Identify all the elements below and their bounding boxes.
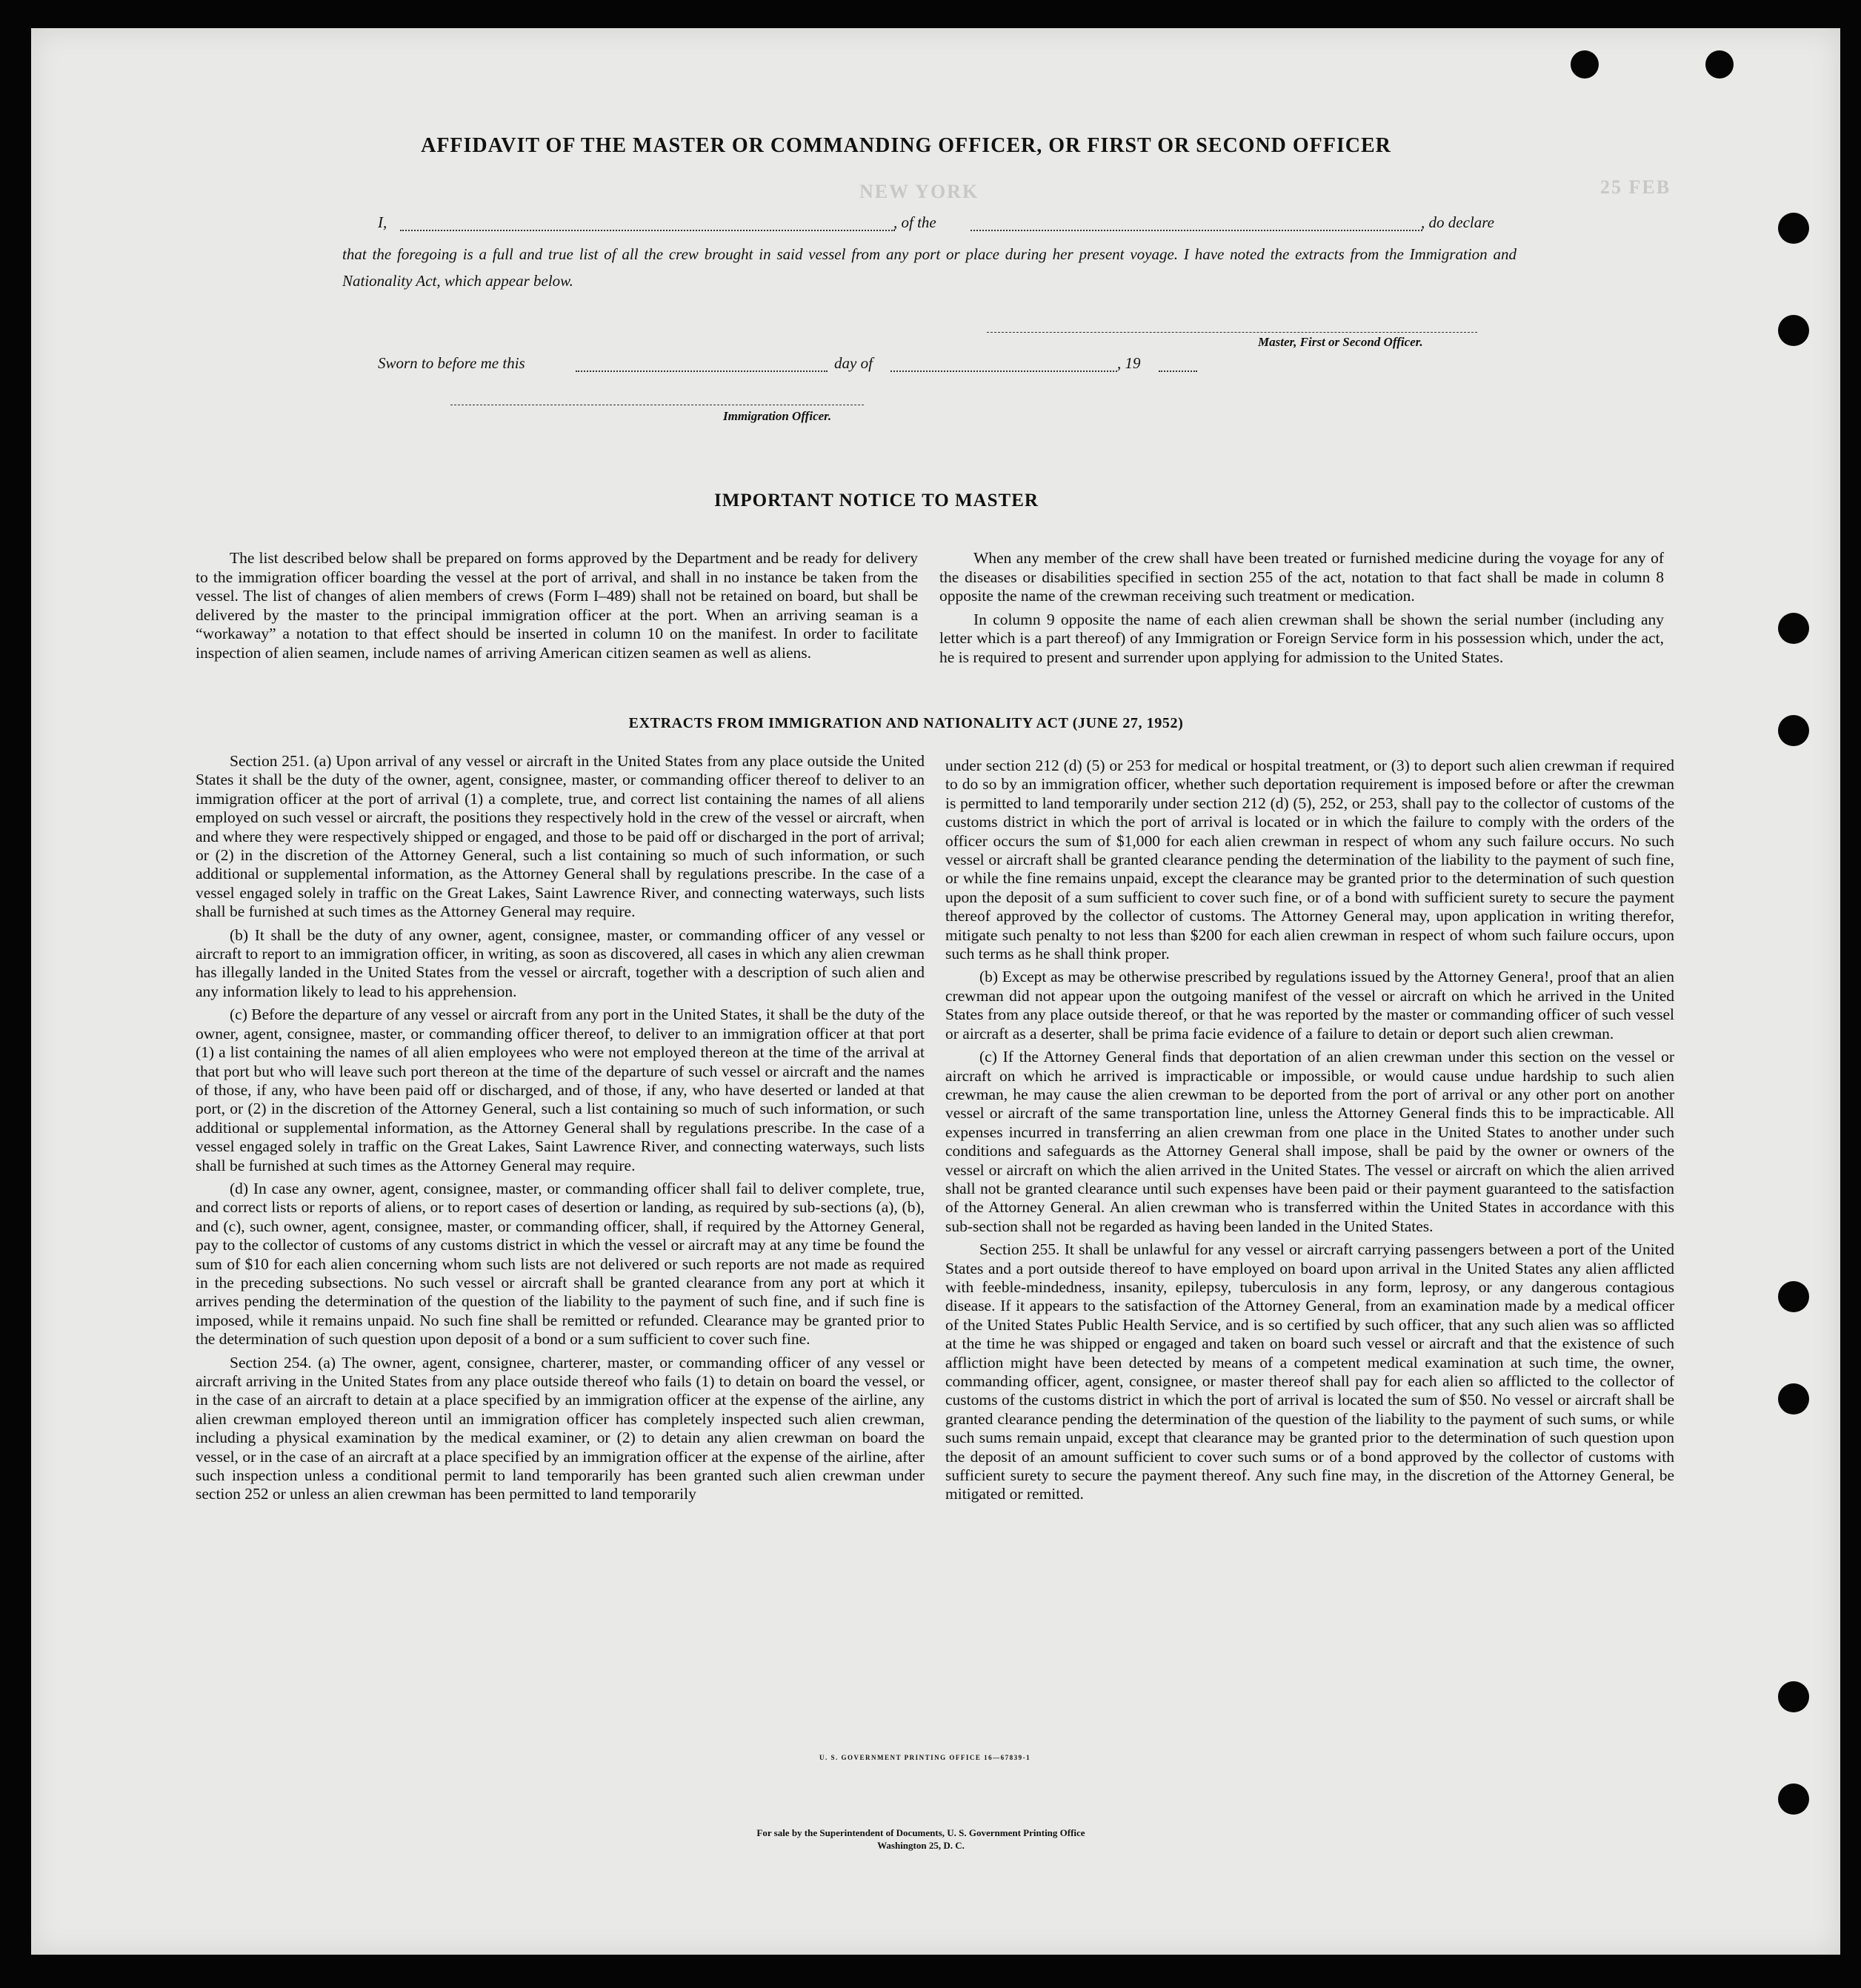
section-251-d: (d) In case any owner, agent, consignee, master, or commanding officer shall fail to deliver complete, true, and correct lists or reports of aliens, or to report cases of desertion or landing, as required by sub-sections (a), (b), and (c), such owner, agent, consignee, master, or commanding officer, shall, if required by the Attorney General, pay to the collector of customs of any customs district in which the vessel or aircraft may at any time be found the sum of $10 for each alien concerning whom such lists are not delivered or such reports are not made as required in the preceding subsections. No such vessel or aircraft shall be granted clearance from any port at which it arrives pending the determination of the question of the liability to the payment of such fine, and if such fine is imposed, while it remains unpaid. No such fine shall be remitted or refunded. Clearance may be granted prior to the determination of such question upon deposit of a bond or a sum sufficient to cover such fine. xyxy=(196,1179,925,1349)
sworn-month-blank[interactable] xyxy=(890,370,1117,372)
notice-right-paragraph-2: In column 9 opposite the name of each alien crewman shall be shown the serial number (including any letter which is a part thereof) of any Immigration or Foreign Service form in his possession which, under the act, he is required to present and surrender upon applying for admission to the United States. xyxy=(939,610,1664,666)
form-page xyxy=(31,28,1840,1955)
section-254-c: (c) If the Attorney General finds that deportation of an alien crewman under this section on the vessel or aircraft on which he arrived is impracticable or impossible, or would cause undue hardship to such alien crewman, he may cause the alien crewman to be deported from the port of arrival or any other port on another vessel or aircraft of the same transportation line, unless the Attorney General finds this to be impracticable. All expenses incurred in transferring an alien crewman from one place in the United States to another under such conditions and safeguards as the Attorney General shall impose, shall be paid by the owner or owners of the vessel or aircraft on which the alien arrived in the United States. The vessel or aircraft on which the alien arrived shall not be granted clearance until such expenses have been paid or their payment guaranteed to the satisfaction of the Attorney General. An alien crewman who is transferred within the United States in accordance with this sub-section shall not be regarded as having been landed in the United States. xyxy=(945,1048,1674,1235)
notice-title: IMPORTANT NOTICE TO MASTER xyxy=(714,491,1039,511)
section-251-c: (c) Before the departure of any vessel or aircraft from any port in the United States, it shall be the duty of the owner, agent, consignee, master, or commanding officer thereof, to deliver to an immigration officer at that port (1) a list containing the names of all alien employees who were not employed thereon at the time of the arrival at that port but who will leave such port thereon at the time of the departure of such vessel or aircraft and the names of those, if any, who have been paid off or discharged, and of those, if any, who have deserted or landed at that port, or (2) in the discretion of the Attorney General, such a list containing so much of such information, or such additional or supplemental information, as the Attorney General shall by regulations prescribe. In the case of a vessel engaged solely in traffic on the Great Lakes, Saint Lawrence River, and connecting waterways, such lists shall be furnished at such times as the Attorney General may require. xyxy=(196,1005,925,1174)
binder-hole xyxy=(1778,1681,1809,1712)
printing-office-code: U. S. GOVERNMENT PRINTING OFFICE 16—67839-1 xyxy=(819,1754,1031,1761)
notice-left-paragraph: The list described below shall be prepared on forms approved by the Department and be ready for delivery to the immigration officer boarding the vessel at the port of arrival, and shall in no instance be taken from the vessel. The list of changes of alien members of crews (Form I–489) shall not be retained on board, but shall be delivered by the master to the principal immigration officer at the port. When an arriving seaman is a “workaway” a notation to that effect should be inserted in column 10 on the manifest. In order to facilitate inspection of alien seamen, include names of arriving American citizen seamen as well as aliens. xyxy=(196,549,918,662)
of-the-label: , of the xyxy=(893,213,936,231)
sworn-day-blank[interactable] xyxy=(576,370,828,372)
binder-hole xyxy=(1778,315,1809,346)
do-declare-label: , do declare xyxy=(1421,213,1494,231)
footer-line-2: Washington 25, D. C. xyxy=(877,1840,965,1851)
master-signature-line[interactable] xyxy=(987,332,1477,333)
affidavit-title: AFFIDAVIT OF THE MASTER OR COMMANDING OFFICER, OR FIRST OR SECOND OFFICER xyxy=(421,134,1391,157)
section-254-a-continued: under section 212 (d) (5) or 253 for medical or hospital treatment, or (3) to deport such alien crewman if required to do so by an immigration officer, whether such deportation requirement is imposed before or after the crewman is permitted to land temporarily under section 212 (d) (5), 252, or 253, shall pay to the collector of customs of the customs district in which the port of arrival is located or in which the failure to comply with the orders of the officer occurs the sum of $1,000 for each alien crewman in respect of whom any such failure occurs. No such vessel or aircraft shall be granted clearance pending the determination of the liability to the payment of such fine, or while the fine remains unpaid, except the clearance may be granted prior to the determination of such question upon the deposit of a sum sufficient to cover such fine, or of a bond with sufficient surety to secure the payment thereof approved by the collector of customs. The Attorney General may, upon application in writing therefor, mitigate such penalty to not less than $200 for each alien crewman in respect of whom such failure occurs, upon such terms as he shall think proper. xyxy=(945,757,1674,963)
day-of-label: day of xyxy=(834,354,873,372)
declaration-text: that the foregoing is a full and true list of all the crew brought in said vessel from any port or place during her present voyage. I have noted the extracts from the Immigration and Nationality Act, which appear below. xyxy=(342,245,1517,290)
declarant-name-blank[interactable] xyxy=(400,230,895,231)
section-255: Section 255. It shall be unlawful for any vessel or aircraft carrying passengers between a port of the United States and a port outside thereof to have employed on board upon arrival in the United States any alien afflicted with feeble-mindedness, insanity, epilepsy, tuberculosis in any form, leprosy, or any dangerous contagious disease. If it appears to the satisfaction of the Attorney General, from an examination made by a medical officer of the United States Public Health Service, and is so certified by such officer, that any such alien was so afflicted at the time he was shipped or engaged and taken on board such vessel or aircraft and that the existence of such affliction might have been detected by means of a competent medical examination at such time, the owner, commanding officer, agent, consignee, or master thereof shall pay for each alien so afflicted to the collector of customs of the customs district in which the port of arrival is located the sum of $50. No vessel or aircraft shall be granted clearance pending the determination of the question of the liability to the payment of such sums, or while such sums remain unpaid, except that clearance may be granted prior to the determination of such question upon the deposit of an amount sufficient to cover such sums or of a bond approved by the collector of customs with sufficient surety to secure the payment thereof. Any such fine may, in the discretion of the Attorney General, be mitigated or remitted. xyxy=(945,1240,1674,1503)
binder-hole xyxy=(1705,50,1734,79)
vessel-name-blank[interactable] xyxy=(971,230,1422,231)
notice-right-column xyxy=(939,549,1664,672)
extracts-left-column xyxy=(196,752,925,1509)
immigration-officer-caption: Immigration Officer. xyxy=(723,409,832,423)
declarant-label: I, xyxy=(378,213,387,231)
sworn-year-blank[interactable] xyxy=(1159,370,1197,372)
binder-hole xyxy=(1778,1783,1809,1815)
section-254-a: Section 254. (a) The owner, agent, consignee, charterer, master, or commanding officer of any vessel or aircraft arriving in the United States from any place outside thereof who fails (1) to detain on board the vessel, or in the case of an aircraft to detain at a place specified by an immigration officer at the expense of the airline, any alien crewman employed thereon until an immigration officer has completely inspected such alien crewman, including a physical examination by the medical examiner, or (2) to detain any alien crewman on board the vessel, or in the case of an aircraft at a place specified by an immigration officer at the expense of the airline, after such inspection unless a conditional permit to land temporarily has been granted such alien crewman under section 252 or unless an alien crewman has been permitted to land temporarily xyxy=(196,1353,925,1503)
binder-hole xyxy=(1778,1383,1809,1414)
section-251-b: (b) It shall be the duty of any owner, agent, consignee, master, or commanding officer of any vessel or aircraft to report to an immigration officer, in writing, as soon as discovered, all cases in which any alien crewman has illegally landed in the United States from the vessel or aircraft, together with a description of such alien and any information likely to lead to his apprehension. xyxy=(196,925,925,1000)
binder-hole xyxy=(1778,1281,1809,1312)
extracts-right-column xyxy=(945,757,1674,1509)
notice-right-paragraph-1: When any member of the crew shall have been treated or furnished medicine during the voyage for any of the diseases or disabilities specified in section 255 of the act, notation to that fact shall be made in column 8 opposite the name of the crewman receiving such treatment or medication. xyxy=(939,549,1664,605)
bleed-through-date: 25 FEB xyxy=(1600,176,1671,198)
footer xyxy=(31,1826,1825,1852)
section-251-a: Section 251. (a) Upon arrival of any vessel or aircraft in the United States from any place outside the United States it shall be the duty of the owner, agent, consignee, master, or commanding officer thereof to deliver to an immigration officer at the port of arrival (1) a complete, true, and correct list containing the names of all aliens employed on such vessel or aircraft, the positions they respectively hold in the crew of the vessel or aircraft, when and where they were respectively shipped or engaged, and those to be paid off or discharged in the port of arrival; or (2) in the discretion of the Attorney General, such a list containing so much of such information, or such additional or supplemental information, as the Attorney General shall by regulations prescribe. In the case of a vessel engaged solely in traffic on the Great Lakes, Saint Lawrence River, and connecting waterways, such lists shall be furnished at such times as the Attorney General may require. xyxy=(196,752,925,921)
year-label: , 19 xyxy=(1117,354,1141,372)
binder-hole xyxy=(1571,50,1599,79)
notice-left-column xyxy=(196,549,918,668)
master-signature-caption: Master, First or Second Officer. xyxy=(1258,335,1423,349)
binder-hole xyxy=(1778,213,1809,244)
extracts-title: EXTRACTS FROM IMMIGRATION AND NATIONALITY ACT (JUNE 27, 1952) xyxy=(628,715,1184,731)
sworn-label: Sworn to before me this xyxy=(378,354,525,372)
footer-line-1: For sale by the Superintendent of Documents, U. S. Government Printing Office xyxy=(756,1827,1085,1838)
section-254-b: (b) Except as may be otherwise prescribed by regulations issued by the Attorney Genera!, proof that an alien crewman did not appear upon the outgoing manifest of the vessel or aircraft on which he arrived in the United States from any place outside thereof, or that he was reported by the master or commanding officer of such vessel or aircraft as a deserter, shall be prima facie evidence of a failure to detain or deport such alien crewman. xyxy=(945,968,1674,1043)
bleed-through-place: NEW YORK xyxy=(859,181,979,202)
binder-hole xyxy=(1778,613,1809,644)
